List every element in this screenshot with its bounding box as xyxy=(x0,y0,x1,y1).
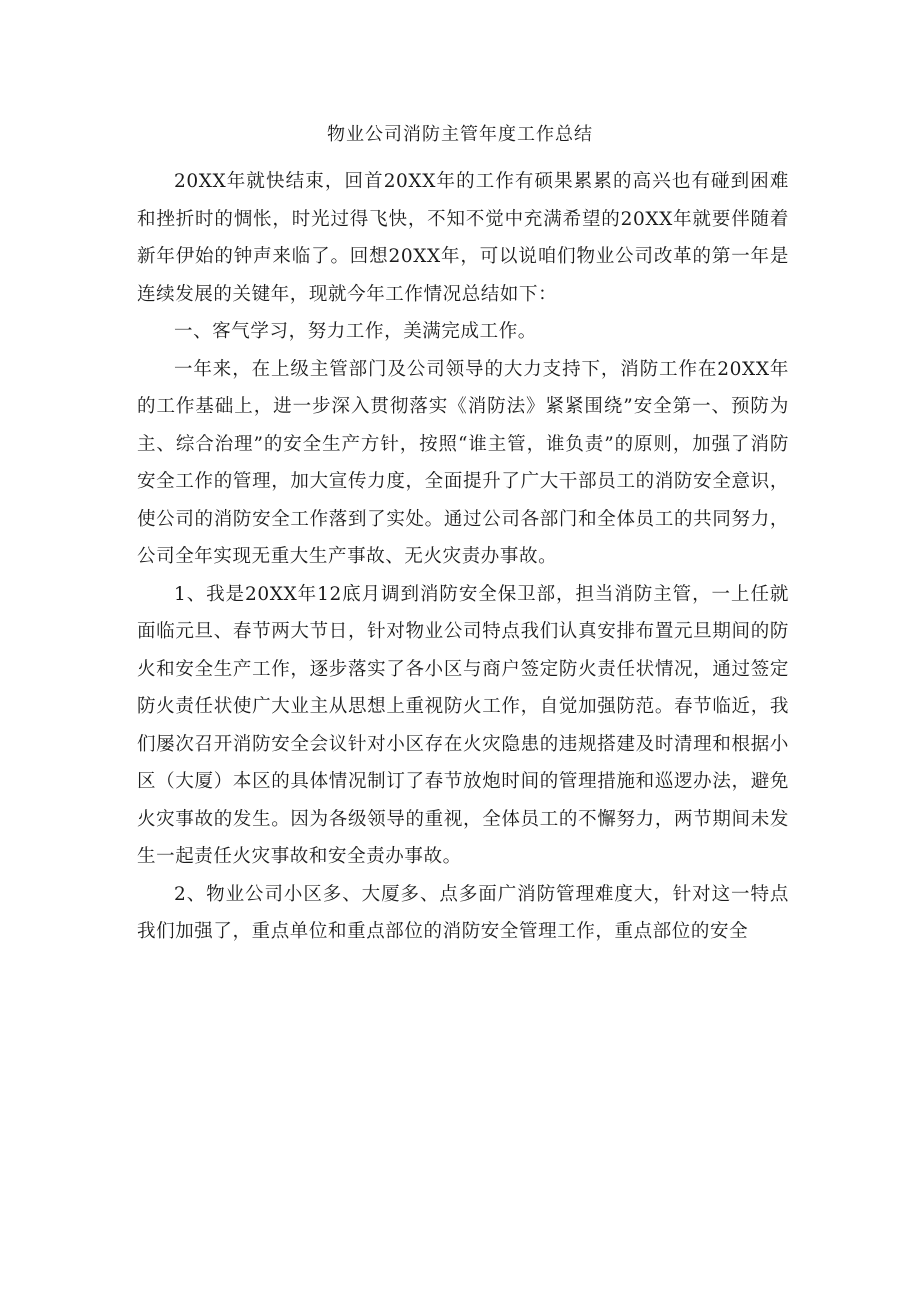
paragraph-item-2: 2、物业公司小区多、大厦多、点多面广消防管理难度大，针对这一特点我们加强了，重点单位和重点部位的消防安全管理工作，重点部位的安全 xyxy=(137,883,789,942)
document-body xyxy=(137,163,789,951)
paragraph-overview: 一年来，在上级主管部门及公司领导的大力支持下，消防工作在20XX年的工作基础上，进一步深入贯彻落实《消防法》紧紧围绕”安全第一、预防为主、综合治理”的安全生产方针，按照“谁主管，谁负责”的原则，加强了消防安全工作的管理，加大宣传力度，全面提升了广大干部员工的消防安全意识，使公司的消防安全工作落到了实处。通过公司各部门和全体员工的共同努力，公司全年实现无重大生产事故、无火灾责办事故。 xyxy=(137,358,789,567)
paragraph-intro: 20XX年就快结束，回首20XX年的工作有硕果累累的高兴也有碰到困难和挫折时的惆怅，时光过得飞快，不知不觉中充满希望的20XX年就要伴随着新年伊始的钟声来临了。回想20XX年，可以说咱们物业公司改革的第一年是连续发展的关键年，现就今年工作情况总结如下： xyxy=(137,171,789,305)
paragraph-item-1: 1、我是20XX年12底月调到消防安全保卫部，担当消防主管，一上任就面临元旦、春节两大节日，针对物业公司特点我们认真安排布置元旦期间的防火和安全生产工作，逐步落实了各小区与商户签定防火责任状情况，通过签定防火责任状使广大业主从思想上重视防火工作，自觉加强防范。春节临近，我们屡次召开消防安全会议针对小区存在火灾隐患的违规搭建及时清理和根据小区（大厦）本区的具体情况制订了春节放炮时间的管理措施和巡逻办法，避免火灾事故的发生。因为各级领导的重视，全体员工的不懈努力，两节期间未发生一起责任火灾事故和安全责办事故。 xyxy=(137,583,789,867)
document-title: 物业公司消防主管年度工作总结 xyxy=(327,124,593,145)
section-heading-1: 一、客气学习，努力工作，美满完成工作。 xyxy=(174,321,537,342)
